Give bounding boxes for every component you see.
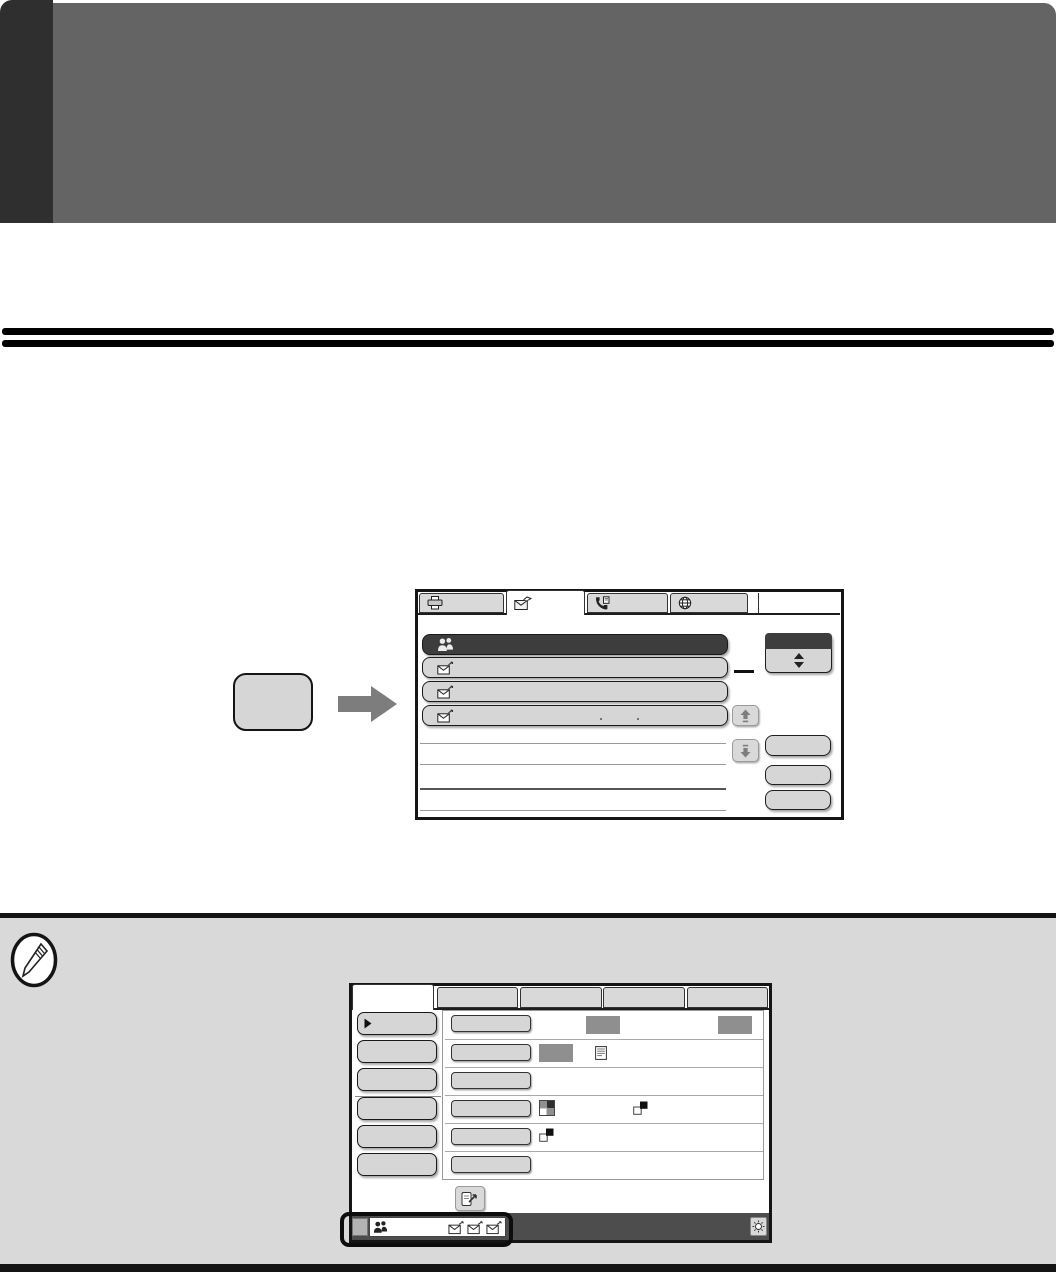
play-triangle-icon <box>364 1018 372 1029</box>
scroll-up-button[interactable] <box>732 705 759 726</box>
bw-reverse-icon <box>633 1101 648 1115</box>
row-divider <box>445 1039 763 1040</box>
section-divider-line <box>2 340 1054 347</box>
setting-button-6[interactable] <box>451 1156 531 1173</box>
email-contact-icon <box>437 685 454 699</box>
tab-print[interactable] <box>419 593 504 613</box>
tab-scan[interactable] <box>506 590 585 615</box>
menu-button-2[interactable] <box>357 1040 437 1063</box>
row-divider <box>445 1067 763 1068</box>
note-box-bottom-border <box>0 1264 1056 1272</box>
brightness-button[interactable] <box>750 1217 767 1236</box>
menu-button-6[interactable] <box>357 1153 437 1176</box>
value-box <box>539 1044 573 1062</box>
scan-settings-screen <box>349 983 772 1243</box>
email-contact-icon <box>437 709 454 723</box>
one-touch-key-email[interactable] <box>422 705 728 726</box>
right-block-arrow-icon <box>338 685 398 723</box>
email-send-icon <box>514 596 532 611</box>
address-action-button-2[interactable] <box>765 765 831 785</box>
setting-button-3[interactable] <box>451 1072 531 1089</box>
bw-reverse-icon <box>539 1128 554 1142</box>
value-box <box>718 1016 752 1034</box>
scroll-down-button[interactable] <box>732 739 759 762</box>
empty-list-line <box>420 764 726 765</box>
setting-button-1[interactable] <box>451 1015 531 1032</box>
redacted-text-dot <box>600 718 602 720</box>
settings-tab-2[interactable] <box>437 987 518 1008</box>
chapter-sidebar-block <box>0 0 53 223</box>
address-action-button-1[interactable] <box>765 735 831 756</box>
menu-button-3[interactable] <box>357 1068 437 1091</box>
setting-button-4[interactable] <box>451 1100 531 1117</box>
empty-list-line <box>420 810 726 811</box>
tab-strip-end-cap <box>758 593 759 613</box>
halftone-icon <box>539 1100 555 1116</box>
callout-dash <box>734 670 754 673</box>
send-settings-button[interactable] <box>455 1186 485 1211</box>
settings-tab-4[interactable] <box>603 987 685 1008</box>
redacted-text-dot <box>637 718 639 720</box>
document-arrow-icon <box>460 1190 480 1208</box>
menu-button-5[interactable] <box>357 1125 437 1148</box>
value-box <box>586 1016 620 1034</box>
tab-fax[interactable] <box>587 593 668 613</box>
address-book-screen <box>415 589 844 820</box>
one-touch-key-group[interactable] <box>422 634 728 655</box>
row-divider <box>445 1095 763 1096</box>
settings-tab-1[interactable] <box>352 984 434 1010</box>
printer-icon <box>427 596 443 610</box>
document-icon <box>595 1046 607 1060</box>
sort-updown-icon <box>793 653 805 668</box>
hardware-address-book-key[interactable] <box>233 673 313 731</box>
menu-button-1[interactable] <box>357 1012 437 1035</box>
tab-internet-fax[interactable] <box>670 593 748 613</box>
empty-list-line <box>420 788 726 790</box>
settings-panel <box>442 1010 764 1180</box>
one-touch-key-email[interactable] <box>422 681 728 702</box>
arrow-down-icon <box>739 744 752 758</box>
address-action-button-3[interactable] <box>765 790 831 810</box>
tab-underline <box>418 613 840 615</box>
sort-button-header <box>765 633 832 649</box>
settings-tab-5[interactable] <box>687 987 768 1008</box>
section-divider-line <box>2 328 1054 335</box>
row-divider <box>445 1123 763 1124</box>
sort-address-button[interactable] <box>765 633 832 673</box>
globe-icon <box>678 596 692 610</box>
email-contact-icon <box>437 661 454 675</box>
menu-button-4[interactable] <box>357 1097 437 1120</box>
arrow-up-icon <box>739 709 752 723</box>
group-contact-icon <box>437 637 454 652</box>
callout-highlight-ring <box>340 1212 513 1247</box>
one-touch-key-email[interactable] <box>422 657 728 678</box>
setting-button-2[interactable] <box>451 1044 531 1061</box>
fax-icon <box>595 596 610 610</box>
setting-button-5[interactable] <box>451 1128 531 1145</box>
chapter-title-band <box>53 3 1056 223</box>
pencil-note-icon <box>10 932 59 988</box>
settings-tab-3[interactable] <box>520 987 602 1008</box>
row-divider <box>445 1151 763 1152</box>
sun-icon <box>752 1220 765 1233</box>
empty-list-line <box>420 743 726 744</box>
